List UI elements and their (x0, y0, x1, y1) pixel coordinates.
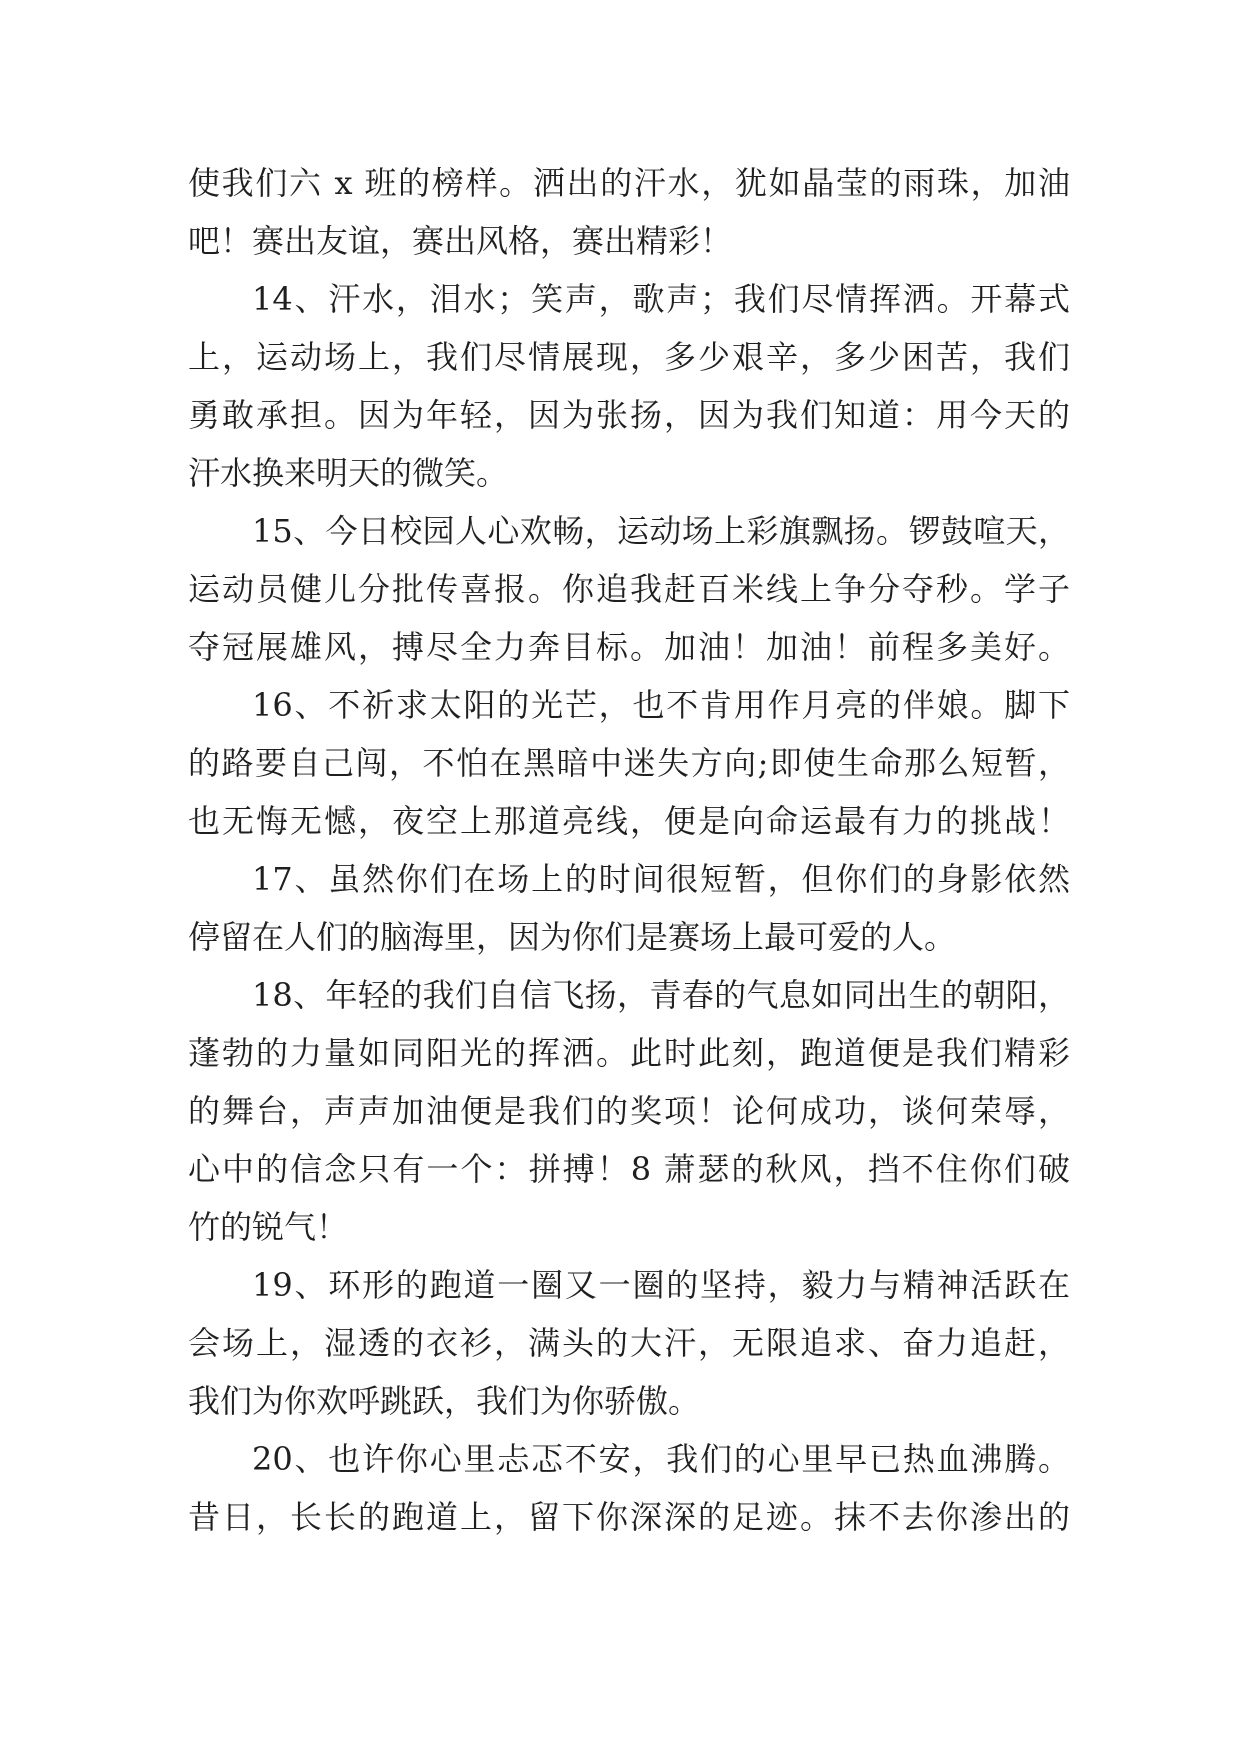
paragraph-16 (188, 676, 1070, 850)
paragraph-20 (188, 1430, 1070, 1546)
paragraph-17 (188, 850, 1070, 966)
text-line: 16、不祈求太阳的光芒，也不肯用作月亮的伴娘。脚下 (252, 686, 1070, 724)
text-line: 使我们六 x 班的榜样。洒出的汗水，犹如晶莹的雨珠，加油 (188, 164, 1070, 202)
text-line: 的路要自己闯，不怕在黑暗中迷失方向;即使生命那么短暂， (188, 744, 1070, 782)
text-line: 也无悔无憾，夜空上那道亮线，便是向命运最有力的挑战！ (188, 802, 1070, 840)
paragraph-19 (188, 1256, 1070, 1430)
text-line: 停留在人们的脑海里，因为你们是赛场上最可爱的人。 (188, 918, 957, 956)
text-line: 我们为你欢呼跳跃，我们为你骄傲。 (188, 1382, 701, 1420)
text-line: 14、汗水，泪水；笑声，歌声；我们尽情挥洒。开幕式 (252, 280, 1070, 318)
paragraph-18 (188, 966, 1070, 1256)
text-line: 会场上，湿透的衣衫，满头的大汗，无限追求、奋力追赶， (188, 1324, 1070, 1362)
text-line: 17、虽然你们在场上的时间很短暂，但你们的身影依然 (252, 860, 1070, 898)
text-line: 15、今日校园人心欢畅，运动场上彩旗飘扬。锣鼓喧天， (252, 512, 1070, 550)
text-line: 19、环形的跑道一圈又一圈的坚持，毅力与精神活跃在 (252, 1266, 1070, 1304)
text-line: 的舞台，声声加油便是我们的奖项！论何成功，谈何荣辱， (188, 1092, 1070, 1130)
paragraph-14 (188, 270, 1070, 502)
text-line: 蓬勃的力量如同阳光的挥洒。此时此刻，跑道便是我们精彩 (188, 1034, 1070, 1072)
text-line: 心中的信念只有一个：拼搏！8 萧瑟的秋风，挡不住你们破 (188, 1150, 1070, 1188)
text-line: 20、也许你心里忐忑不安，我们的心里早已热血沸腾。 (252, 1440, 1070, 1478)
text-line: 昔日，长长的跑道上，留下你深深的足迹。抹不去你渗出的 (188, 1498, 1070, 1536)
text-line: 夺冠展雄风，搏尽全力奔目标。加油！加油！前程多美好。 (188, 628, 1070, 666)
text-line: 吧！赛出友谊，赛出风格，赛出精彩！ (188, 222, 733, 260)
text-line: 运动员健儿分批传喜报。你追我赶百米线上争分夺秒。学子 (188, 570, 1070, 608)
document-body (188, 154, 1070, 1546)
text-line: 上，运动场上，我们尽情展现，多少艰辛，多少困苦，我们 (188, 338, 1070, 376)
text-line: 18、年轻的我们自信飞扬，青春的气息如同出生的朝阳， (252, 976, 1070, 1014)
text-line: 汗水换来明天的微笑。 (188, 454, 509, 492)
paragraph-15 (188, 502, 1070, 676)
text-line: 勇敢承担。因为年轻，因为张扬，因为我们知道：用今天的 (188, 396, 1070, 434)
text-line: 竹的锐气！ (188, 1208, 349, 1246)
paragraph-continued (188, 154, 1070, 270)
